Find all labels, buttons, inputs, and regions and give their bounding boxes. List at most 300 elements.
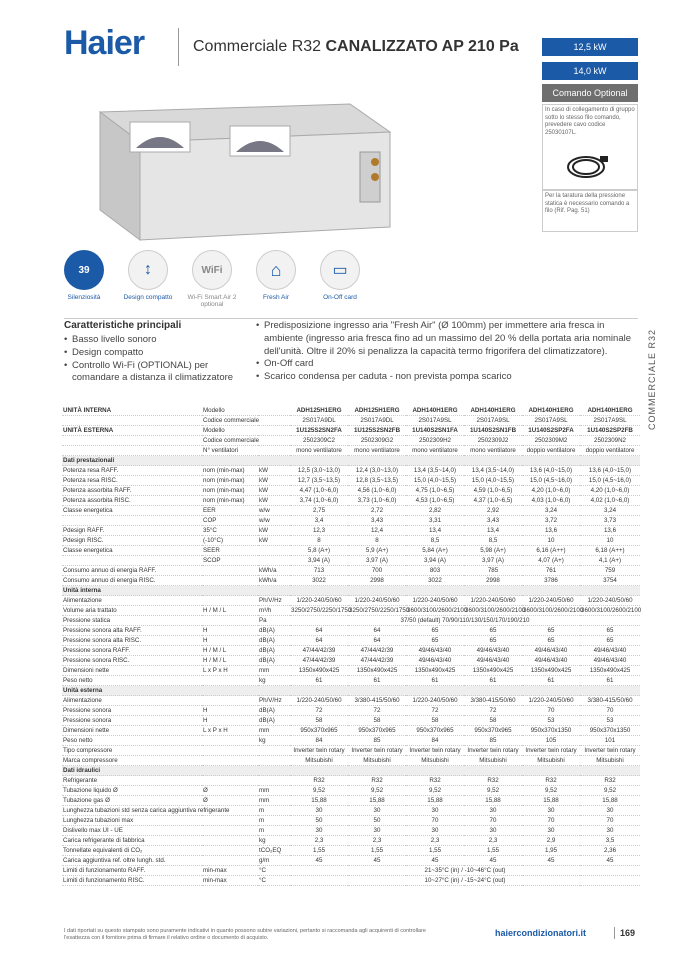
table-row	[62, 856, 640, 866]
table-cell: 10~27°C (in) / -15~24°C (out)	[290, 876, 640, 886]
table-cell: 950x370x965	[406, 726, 464, 736]
table-cell: Classe energetica	[62, 546, 202, 556]
table-cell: mono ventilatore	[406, 446, 464, 456]
table-cell: 3,5	[580, 836, 640, 846]
table-cell: 30	[464, 826, 522, 836]
table-row	[62, 756, 640, 766]
table-cell	[202, 566, 258, 576]
table-cell: Mitsubishi	[406, 756, 464, 766]
table-cell: 105	[522, 736, 580, 746]
table-cell: kWh/a	[258, 566, 290, 576]
table-cell: Ph/V/Hz	[258, 696, 290, 706]
table-cell: 1,95	[522, 846, 580, 856]
table-cell: 3,24	[580, 506, 640, 516]
table-cell: 2S017A9SL	[580, 416, 640, 426]
table-row	[62, 466, 640, 476]
silenziosita-icon: 39 Silenziosità	[58, 250, 110, 301]
table-cell: Carica aggiuntiva ref. oltre lungh. std.	[62, 856, 202, 866]
table-cell: 4,03 (1,0~6,0)	[522, 496, 580, 506]
table-cell: Dimensioni nette	[62, 726, 202, 736]
table-cell: Pressione sonora	[62, 716, 202, 726]
design-compatto-icon: ↕ Design compatto	[122, 250, 174, 301]
table-cell: 8,5	[464, 536, 522, 546]
table-cell: 2,82	[406, 506, 464, 516]
table-row	[62, 716, 640, 726]
table-cell: Inverter twin rotary	[348, 746, 406, 756]
table-cell: Potenza resa RISC.	[62, 476, 202, 486]
table-cell: 3,97 (A)	[464, 556, 522, 566]
table-cell: 4,75 (1,0~6,5)	[406, 486, 464, 496]
footer-site: haiercondizionatori.it	[495, 928, 587, 938]
table-cell: Limiti di funzionamento RISC.	[62, 876, 202, 886]
table-cell: 15,0 (4,5~16,0)	[522, 476, 580, 486]
table-cell: 61	[406, 676, 464, 686]
table-row	[62, 806, 640, 816]
table-cell: 3,31	[406, 516, 464, 526]
table-cell: 9,52	[580, 786, 640, 796]
table-cell: 15,88	[406, 796, 464, 806]
table-cell: dB(A)	[258, 646, 290, 656]
table-cell: 3/380-415/50/60	[464, 696, 522, 706]
table-cell: 58	[290, 716, 348, 726]
table-cell: 785	[464, 566, 522, 576]
table-cell: 8	[290, 536, 348, 546]
table-cell: 2502309H2	[406, 436, 464, 446]
table-cell: 2,9	[522, 836, 580, 846]
table-cell: 12,4	[348, 526, 406, 536]
table-cell: dB(A)	[258, 706, 290, 716]
table-cell: Modello	[202, 426, 258, 436]
table-cell: 1U140S2SP2FA	[522, 426, 580, 436]
table-cell: 12,3	[290, 526, 348, 536]
table-cell: 3/380-415/50/60	[580, 696, 640, 706]
table-cell: 3250/2750/2250/1750	[291, 607, 352, 614]
table-cell: m	[258, 816, 290, 826]
table-cell: 50	[348, 816, 406, 826]
table-cell: 65	[464, 626, 522, 636]
table-cell: 1/220-240/50/60	[464, 596, 522, 606]
table-cell: Pressione sonora RISC.	[62, 656, 202, 666]
table-cell: 2,3	[406, 836, 464, 846]
table-row	[62, 416, 640, 426]
feature-item: • Controllo Wi-Fi (OPTIONAL) per comandare a distanza il climatizzatore	[64, 360, 254, 386]
table-cell: mm	[258, 726, 290, 736]
table-cell: 9,52	[464, 786, 522, 796]
table-cell: 2S017A9SL	[406, 416, 464, 426]
table-cell: 45	[406, 856, 464, 866]
section-header: Dati idraulici	[62, 766, 640, 776]
table-cell: 15,88	[580, 796, 640, 806]
table-row	[62, 866, 640, 876]
table-cell: 3,4	[290, 516, 348, 526]
table-cell: kg	[258, 836, 290, 846]
table-cell: Alimentazione	[62, 596, 202, 606]
table-cell: 2502309J2	[464, 436, 522, 446]
table-cell: Tubazione gas Ø	[62, 796, 202, 806]
table-cell: 4,20 (1,0~6,0)	[522, 486, 580, 496]
table-cell: 2S017A9DL	[290, 416, 348, 426]
table-cell: (-10°C)	[202, 536, 258, 546]
table-cell: Consumo annuo di energia RISC.	[62, 576, 202, 586]
section-header: Unità esterna	[62, 686, 640, 696]
table-row	[62, 676, 640, 686]
table-row	[62, 736, 640, 746]
table-cell: min-max	[202, 876, 258, 886]
table-cell: 12,4 (3,0~13,0)	[348, 466, 406, 476]
table-row	[62, 726, 640, 736]
table-cell: 3,24	[522, 506, 580, 516]
table-cell: Inverter twin rotary	[464, 746, 522, 756]
table-cell: 15,88	[290, 796, 348, 806]
table-cell: 58	[464, 716, 522, 726]
table-cell: 2998	[464, 576, 522, 586]
table-cell: 4,02 (1,0~6,0)	[580, 496, 640, 506]
table-row	[62, 406, 640, 416]
table-cell: 65	[406, 636, 464, 646]
table-cell	[258, 756, 290, 766]
table-cell	[62, 436, 202, 446]
table-cell: 61	[290, 676, 348, 686]
table-cell: 13,6 (4,0~15,0)	[580, 466, 640, 476]
table-cell: 15,88	[348, 796, 406, 806]
table-cell: 1/220-240/50/60	[522, 596, 580, 606]
table-cell: 30	[580, 826, 640, 836]
table-cell: Potenza resa RAFF.	[62, 466, 202, 476]
table-cell: 5,84 (A+)	[406, 546, 464, 556]
table-cell: 49/46/43/40	[522, 656, 580, 666]
header-divider	[178, 28, 179, 66]
table-cell: 1/220-240/50/60	[580, 596, 640, 606]
table-cell: Inverter twin rotary	[406, 746, 464, 756]
table-cell: 61	[464, 676, 522, 686]
table-cell: Pressione sonora alta RAFF.	[62, 626, 202, 636]
table-cell: 3,94 (A)	[406, 556, 464, 566]
table-cell: 1350x490x425	[464, 666, 522, 676]
table-row	[62, 696, 640, 706]
table-cell: 45	[290, 856, 348, 866]
table-row	[62, 476, 640, 486]
table-cell: 761	[522, 566, 580, 576]
table-cell: 64	[348, 636, 406, 646]
group-connection-note: In caso di collegamento di gruppo sotto lo stesso filo comando, prevedere cavo codice 25030107L.	[542, 104, 638, 190]
table-cell: 950x370x965	[348, 726, 406, 736]
table-cell: 64	[290, 626, 348, 636]
table-cell: Mitsubishi	[348, 756, 406, 766]
table-row	[62, 546, 640, 556]
table-cell: R32	[464, 776, 522, 786]
table-cell: ADH140H1ERG	[522, 406, 580, 416]
wifi-icon: WiFi Wi-Fi Smart Air 2 optional	[186, 250, 238, 309]
table-cell: Tonnellate equivalenti di CO₂	[62, 846, 202, 856]
table-cell: 30	[522, 806, 580, 816]
table-cell: 950x370x965	[290, 726, 348, 736]
table-cell: 3,43	[464, 516, 522, 526]
table-cell: mm	[258, 786, 290, 796]
table-cell: 10	[580, 536, 640, 546]
table-cell	[258, 426, 290, 436]
table-row	[62, 626, 640, 636]
table-cell: 700	[348, 566, 406, 576]
table-cell: 3,73 (1,0~6,0)	[348, 496, 406, 506]
table-cell: 2,92	[464, 506, 522, 516]
table-cell: 70	[464, 816, 522, 826]
table-cell: 70	[522, 816, 580, 826]
static-pressure-note: Per la taratura della pressione statica è necessario comando a filo (Rif. Pag. 51)	[542, 190, 638, 232]
table-cell: m³/h	[258, 606, 290, 616]
table-cell: 5,8 (A+)	[290, 546, 348, 556]
table-cell: 4,59 (1,0~6,5)	[464, 486, 522, 496]
footer-divider	[614, 927, 615, 939]
table-cell: °C	[258, 866, 290, 876]
table-cell	[202, 596, 258, 606]
table-cell: Pa	[258, 616, 290, 626]
table-cell: Modello	[202, 406, 258, 416]
table-cell: R32	[580, 776, 640, 786]
table-cell: 84	[290, 736, 348, 746]
table-cell: 21~35°C (in) / -10~46°C (out)	[290, 866, 640, 876]
table-cell: 3,72	[522, 516, 580, 526]
table-cell	[62, 516, 202, 526]
table-cell: Tipo compressore	[62, 746, 202, 756]
table-cell: UNITÀ ESTERNA	[62, 426, 202, 436]
table-cell: 15,88	[464, 796, 522, 806]
table-cell: mono ventilatore	[290, 446, 348, 456]
table-cell: 64	[290, 636, 348, 646]
table-cell	[62, 556, 202, 566]
table-cell: Mitsubishi	[290, 756, 348, 766]
table-cell: 4,47 (1,0~6,0)	[290, 486, 348, 496]
table-cell: 49/46/43/40	[580, 656, 640, 666]
table-cell	[202, 616, 258, 626]
ducted-unit-image	[90, 92, 410, 240]
table-cell: Dimensioni nette	[62, 666, 202, 676]
table-cell: 1350x490x425	[290, 666, 348, 676]
table-cell: 2502309M2	[522, 436, 580, 446]
table-row	[62, 596, 640, 606]
table-cell: 1U140S2SP2FB	[580, 426, 640, 436]
table-cell: Codice commerciale	[203, 417, 260, 424]
table-cell: 30	[290, 826, 348, 836]
table-cell: Ø	[202, 786, 258, 796]
table-cell: Consumo annuo di energia RAFF.	[62, 566, 202, 576]
table-cell: 47/44/42/39	[348, 646, 406, 656]
table-cell: Alimentazione	[62, 696, 202, 706]
table-cell: 1/220-240/50/60	[290, 696, 348, 706]
table-cell: 3786	[522, 576, 580, 586]
table-row	[62, 526, 640, 536]
table-cell: Tubazione liquido Ø	[62, 786, 202, 796]
table-cell	[258, 546, 290, 556]
table-cell: 45	[580, 856, 640, 866]
table-cell: 6,16 (A++)	[522, 546, 580, 556]
table-cell: 65	[464, 636, 522, 646]
table-cell: kW	[258, 496, 290, 506]
table-cell: 84	[406, 736, 464, 746]
table-cell: SEER	[202, 546, 258, 556]
table-row	[62, 586, 640, 596]
table-cell: 72	[290, 706, 348, 716]
table-cell: 3600/3100/2600/2100	[407, 607, 468, 614]
table-cell: H / M / L	[202, 606, 258, 616]
table-row	[62, 456, 640, 466]
table-row	[62, 666, 640, 676]
table-cell: UNITÀ INTERNA	[62, 406, 202, 416]
table-cell: Classe energetica	[62, 506, 202, 516]
table-cell: Refrigerante	[62, 776, 202, 786]
table-cell	[202, 826, 258, 836]
table-cell: 9,52	[290, 786, 348, 796]
table-cell: 13,4	[464, 526, 522, 536]
table-cell: 1350x490x425	[522, 666, 580, 676]
table-row	[62, 436, 640, 446]
table-cell: 58	[406, 716, 464, 726]
table-cell: 30	[522, 826, 580, 836]
table-cell: 4,56 (1,0~6,0)	[348, 486, 406, 496]
table-cell: kW	[258, 466, 290, 476]
table-cell: nom (min-max)	[202, 486, 258, 496]
table-cell: m	[258, 806, 290, 816]
table-cell	[202, 836, 258, 846]
table-cell: 1,55	[406, 846, 464, 856]
table-cell: 3600/3100/2600/2100	[581, 607, 642, 614]
table-cell: nom (min-max)	[202, 496, 258, 506]
table-cell: Codice commerciale	[203, 437, 260, 444]
table-cell: 1U140S2SN1FA	[406, 426, 464, 436]
table-row	[62, 686, 640, 696]
table-row	[62, 426, 640, 436]
table-cell: ADH125H1ERG	[290, 406, 348, 416]
table-cell: Pressione sonora alta RISC.	[62, 636, 202, 646]
table-cell: 2S017A9SL	[522, 416, 580, 426]
table-cell: 13,4 (3,5~14,0)	[464, 466, 522, 476]
table-cell: 4,20 (1,0~6,0)	[580, 486, 640, 496]
table-cell: ADH140H1ERG	[580, 406, 640, 416]
table-cell: kW	[258, 476, 290, 486]
table-cell: 49/46/43/40	[464, 656, 522, 666]
table-cell: 45	[464, 856, 522, 866]
table-cell: 30	[406, 826, 464, 836]
table-cell: °C	[258, 876, 290, 886]
table-cell: H / M / L	[202, 646, 258, 656]
table-cell: 13,4	[406, 526, 464, 536]
table-cell: g/m	[258, 856, 290, 866]
table-cell	[202, 736, 258, 746]
table-cell: COP	[202, 516, 258, 526]
table-cell: Ph/V/Hz	[258, 596, 290, 606]
table-cell: 2S017A9DL	[348, 416, 406, 426]
table-row	[62, 516, 640, 526]
table-cell: Carica refrigerante di fabbrica	[62, 836, 202, 846]
table-cell: dB(A)	[258, 656, 290, 666]
table-cell	[258, 446, 290, 456]
table-cell: 61	[348, 676, 406, 686]
feature-item: • On-Off card	[256, 358, 638, 371]
table-cell: 64	[348, 626, 406, 636]
table-cell: 3,43	[348, 516, 406, 526]
table-cell: 1,55	[348, 846, 406, 856]
table-cell	[202, 696, 258, 706]
table-cell: 9,52	[406, 786, 464, 796]
table-cell	[258, 776, 290, 786]
table-cell	[62, 446, 202, 456]
table-cell: 1/220-240/50/60	[522, 696, 580, 706]
table-cell: H	[202, 626, 258, 636]
table-cell: ADH140H1ERG	[406, 406, 464, 416]
table-cell: 2,3	[348, 836, 406, 846]
table-cell: 53	[522, 716, 580, 726]
table-cell: Mitsubishi	[464, 756, 522, 766]
table-row	[62, 486, 640, 496]
table-cell: 3022	[290, 576, 348, 586]
table-cell	[202, 756, 258, 766]
table-cell: 1,55	[290, 846, 348, 856]
table-cell: Peso netto	[62, 676, 202, 686]
table-row	[62, 826, 640, 836]
table-cell: 6,18 (A++)	[580, 546, 640, 556]
page-number: 169	[620, 928, 636, 938]
table-cell: w/w	[258, 506, 290, 516]
table-cell: 950x370x965	[464, 726, 522, 736]
table-cell: 70	[406, 816, 464, 826]
table-cell: 12,8 (3,5~13,5)	[348, 476, 406, 486]
footer-disclaimer: I dati riportati su questo stampato sono puramente indicativi in quanto possono subire variazioni, pertanto si raccomanda agli acquirenti di controllare l'esattezza con il fornitore prima di firmare il relativo ordine o documento di acquisto.	[64, 928, 426, 942]
table-cell: H	[202, 706, 258, 716]
table-cell: EER	[202, 506, 258, 516]
table-cell: 2,72	[348, 506, 406, 516]
table-row	[62, 746, 640, 756]
table-cell: 1U140S2SN1FB	[464, 426, 522, 436]
table-cell: 3600/3100/2600/2100	[465, 607, 526, 614]
haier-logo: Haier	[64, 24, 145, 62]
cable-image	[562, 152, 610, 182]
table-cell: 49/46/43/40	[406, 656, 464, 666]
table-cell: mm	[258, 666, 290, 676]
table-row	[62, 566, 640, 576]
table-cell: Pressione statica	[62, 616, 202, 626]
table-cell: 12,7 (3,5~13,5)	[290, 476, 348, 486]
table-cell: H	[202, 636, 258, 646]
table-cell: 2502309C2	[290, 436, 348, 446]
table-row	[62, 556, 640, 566]
table-cell: 72	[348, 706, 406, 716]
table-cell: kWh/a	[258, 576, 290, 586]
table-cell: 759	[580, 566, 640, 576]
table-cell: 1U125S2SN2FB	[348, 426, 406, 436]
table-cell: nom (min-max)	[202, 466, 258, 476]
table-cell: 72	[464, 706, 522, 716]
table-cell: 3/380-415/50/60	[348, 696, 406, 706]
table-cell	[202, 856, 258, 866]
table-cell: 10	[522, 536, 580, 546]
fresh-air-icon: ⌂ Fresh Air	[250, 250, 302, 301]
table-cell: 5,9 (A+)	[348, 546, 406, 556]
table-cell: 5,98 (A+)	[464, 546, 522, 556]
table-cell: R32	[290, 776, 348, 786]
table-cell: 30	[464, 806, 522, 816]
table-cell: Volume aria trattato	[62, 606, 202, 616]
table-cell: 49/46/43/40	[580, 646, 640, 656]
table-row	[62, 796, 640, 806]
table-cell: 3022	[406, 576, 464, 586]
capacity-badge-2: 14,0 kW	[542, 62, 638, 80]
table-cell: 61	[580, 676, 640, 686]
table-cell: 2,3	[290, 836, 348, 846]
table-cell	[202, 676, 258, 686]
table-cell: 30	[348, 826, 406, 836]
table-row	[62, 836, 640, 846]
table-cell: Inverter twin rotary	[522, 746, 580, 756]
features-divider	[64, 318, 638, 319]
